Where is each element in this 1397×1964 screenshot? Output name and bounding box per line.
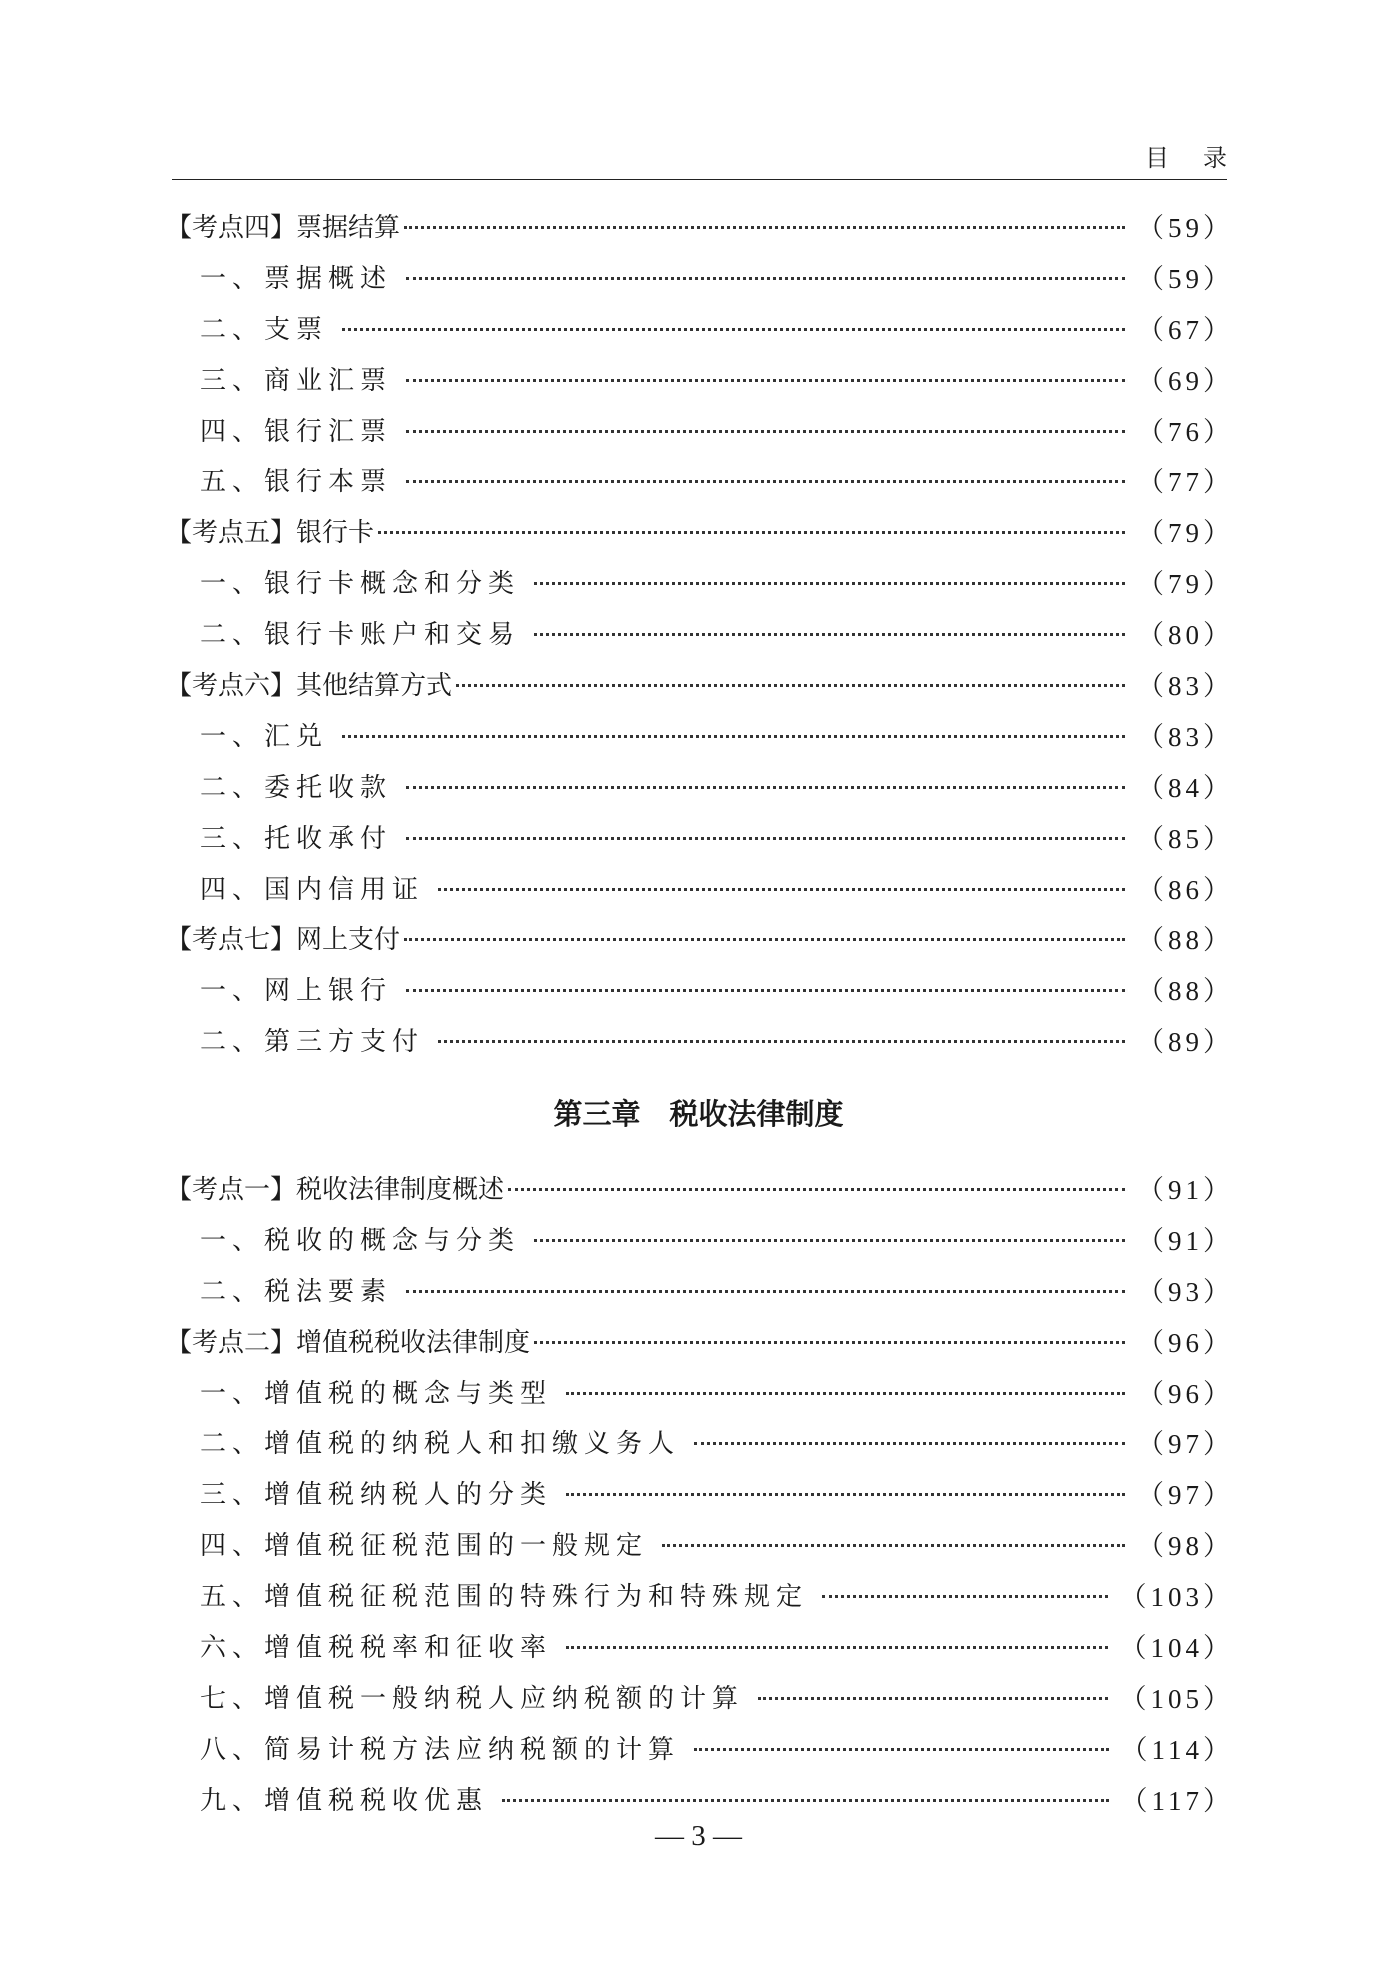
- toc-entry[interactable]: [166, 251, 1234, 302]
- toc-entry-label: 八、简易计税方法应纳税额的计算: [200, 1734, 681, 1765]
- dot-leader: [438, 888, 1125, 891]
- toc-entry[interactable]: [166, 1014, 1234, 1065]
- toc-entry[interactable]: [166, 1518, 1234, 1569]
- toc-entry-label: 三、增值税纳税人的分类: [200, 1480, 553, 1511]
- dot-leader: [822, 1595, 1107, 1598]
- toc-entry-page: （97）: [1137, 1480, 1234, 1511]
- dot-leader: [508, 1188, 1125, 1191]
- toc-entry-page: （91）: [1137, 1174, 1234, 1205]
- toc-entry-heading[interactable]: [166, 912, 1234, 963]
- toc-entry[interactable]: [166, 454, 1234, 505]
- toc-entry-label: 二、委托收款: [200, 772, 393, 803]
- toc-entry-heading[interactable]: [166, 658, 1234, 709]
- dot-leader: [566, 1392, 1125, 1395]
- dot-leader: [406, 989, 1125, 992]
- toc-entry-page: （79）: [1137, 569, 1234, 600]
- toc-entry[interactable]: [166, 353, 1234, 404]
- toc-section-chapter-2: [166, 200, 1234, 1065]
- dot-leader: [406, 277, 1125, 280]
- dot-leader: [406, 430, 1125, 433]
- toc-entry[interactable]: [166, 1213, 1234, 1264]
- dot-leader: [534, 582, 1125, 585]
- toc-entry-label: 四、银行汇票: [200, 416, 393, 447]
- toc-entry-page: （80）: [1137, 620, 1234, 651]
- toc-entry-label: 【考点四】票据结算: [166, 212, 401, 243]
- toc-entry-page: （59）: [1137, 263, 1234, 294]
- toc-entry[interactable]: [166, 1366, 1234, 1417]
- toc-entry-page: （114）: [1120, 1734, 1234, 1765]
- toc-entry[interactable]: [166, 709, 1234, 760]
- toc-entry-label: 五、银行本票: [200, 467, 393, 498]
- dot-leader: [534, 633, 1125, 636]
- toc-entry-label: 三、托收承付: [200, 823, 393, 854]
- dot-leader: [406, 480, 1125, 483]
- toc-entry-page: （88）: [1137, 925, 1234, 956]
- toc-entry-heading[interactable]: [166, 1162, 1234, 1213]
- toc-entry-label: 一、税收的概念与分类: [200, 1225, 521, 1256]
- toc-entry-page: （69）: [1137, 365, 1234, 396]
- toc-entry-label: 【考点七】网上支付: [166, 925, 401, 956]
- toc-entry-label: 九、增值税税收优惠: [200, 1785, 489, 1816]
- toc-entry-label: 二、增值税的纳税人和扣缴义务人: [200, 1429, 681, 1460]
- toc-entry-label: 【考点五】银行卡: [166, 518, 375, 549]
- toc-entry-heading[interactable]: [166, 1315, 1234, 1366]
- toc-entry-label: 一、网上银行: [200, 976, 393, 1007]
- dot-leader: [534, 1341, 1125, 1344]
- dot-leader: [456, 684, 1125, 687]
- dot-leader: [758, 1697, 1107, 1700]
- toc-entry-label: 二、支票: [200, 314, 329, 345]
- toc-entry-page: （97）: [1137, 1429, 1234, 1460]
- toc-entry-label: 一、银行卡概念和分类: [200, 569, 521, 600]
- toc-entry[interactable]: [166, 1620, 1234, 1671]
- dot-leader: [404, 226, 1125, 229]
- toc-entry-label: 四、增值税征税范围的一般规定: [200, 1531, 649, 1562]
- dot-leader: [342, 735, 1125, 738]
- toc-entry-heading[interactable]: [166, 200, 1234, 251]
- toc-entry[interactable]: [166, 556, 1234, 607]
- dot-leader: [694, 1748, 1108, 1751]
- dot-leader: [406, 837, 1125, 840]
- toc-entry-label: 二、银行卡账户和交易: [200, 620, 521, 651]
- toc-entry-label: 一、汇兑: [200, 721, 329, 752]
- dot-leader: [342, 328, 1125, 331]
- toc-entry-page: （91）: [1137, 1225, 1234, 1256]
- chapter-title: 第三章 税收法律制度: [553, 1097, 844, 1131]
- toc-entry-label: 五、增值税征税范围的特殊行为和特殊规定: [200, 1582, 809, 1613]
- toc-entry[interactable]: [166, 302, 1234, 353]
- toc-entry-label: 六、增值税税率和征收率: [200, 1632, 553, 1663]
- dot-leader: [404, 938, 1125, 941]
- dot-leader: [566, 1646, 1107, 1649]
- toc-entry-label: 三、商业汇票: [200, 365, 393, 396]
- toc-entry[interactable]: [166, 862, 1234, 913]
- dot-leader: [502, 1799, 1108, 1802]
- toc-entry-label: 一、票据概述: [200, 263, 393, 294]
- toc-entry[interactable]: [166, 1671, 1234, 1722]
- toc-entry-page: （67）: [1137, 314, 1234, 345]
- toc-entry[interactable]: [166, 760, 1234, 811]
- dot-leader: [406, 786, 1125, 789]
- page-number: — 3 —: [655, 1820, 742, 1852]
- toc-entry-page: （89）: [1137, 1027, 1234, 1058]
- toc-entry-page: （77）: [1137, 467, 1234, 498]
- toc-entry-page: （98）: [1137, 1531, 1234, 1562]
- toc-entry[interactable]: [166, 811, 1234, 862]
- toc-entry-page: （103）: [1119, 1582, 1234, 1613]
- dot-leader: [406, 379, 1125, 382]
- dot-leader: [406, 1290, 1125, 1293]
- toc-entry-page: （83）: [1137, 721, 1234, 752]
- toc-entry-page: （88）: [1137, 976, 1234, 1007]
- dot-leader: [378, 531, 1125, 534]
- toc-entry-page: （79）: [1137, 518, 1234, 549]
- toc-entry-page: （85）: [1137, 823, 1234, 854]
- toc-entry-label: 【考点六】其他结算方式: [166, 670, 453, 701]
- toc-entry-page: （105）: [1119, 1683, 1234, 1714]
- toc-entry[interactable]: [166, 963, 1234, 1014]
- toc-entry[interactable]: [166, 1773, 1234, 1824]
- toc-entry-page: （86）: [1137, 874, 1234, 905]
- dot-leader: [662, 1544, 1125, 1547]
- toc-entry-page: （93）: [1137, 1276, 1234, 1307]
- toc-entry-page: （96）: [1137, 1378, 1234, 1409]
- toc-entry[interactable]: [166, 1416, 1234, 1467]
- toc-entry-page: （76）: [1137, 416, 1234, 447]
- header-rule: [172, 179, 1227, 180]
- toc-entry-page: （83）: [1137, 670, 1234, 701]
- dot-leader: [694, 1442, 1125, 1445]
- running-header: 目录: [1145, 144, 1261, 172]
- toc-entry-heading[interactable]: [166, 505, 1234, 556]
- toc-entry-page: （96）: [1137, 1327, 1234, 1358]
- toc-section-chapter-3: [166, 1162, 1234, 1824]
- toc-entry-label: 二、税法要素: [200, 1276, 393, 1307]
- toc-entry-page: （104）: [1119, 1632, 1234, 1663]
- toc-entry-page: （117）: [1120, 1785, 1234, 1816]
- toc-entry[interactable]: [166, 607, 1234, 658]
- dot-leader: [566, 1493, 1125, 1496]
- toc-entry[interactable]: [166, 1264, 1234, 1315]
- toc-entry[interactable]: [166, 1569, 1234, 1620]
- toc-entry-page: （84）: [1137, 772, 1234, 803]
- toc-entry-label: 一、增值税的概念与类型: [200, 1378, 553, 1409]
- toc-entry[interactable]: [166, 404, 1234, 455]
- toc-entry[interactable]: [166, 1467, 1234, 1518]
- toc-entry[interactable]: [166, 1722, 1234, 1773]
- dot-leader: [534, 1239, 1125, 1242]
- toc-entry-label: 【考点一】税收法律制度概述: [166, 1174, 505, 1205]
- toc-entry-label: 二、第三方支付: [200, 1027, 425, 1058]
- toc-entry-page: （59）: [1137, 212, 1234, 243]
- toc-entry-label: 四、国内信用证: [200, 874, 425, 905]
- dot-leader: [438, 1040, 1125, 1043]
- toc-entry-label: 七、增值税一般纳税人应纳税额的计算: [200, 1683, 745, 1714]
- toc-entry-label: 【考点二】增值税税收法律制度: [166, 1327, 531, 1358]
